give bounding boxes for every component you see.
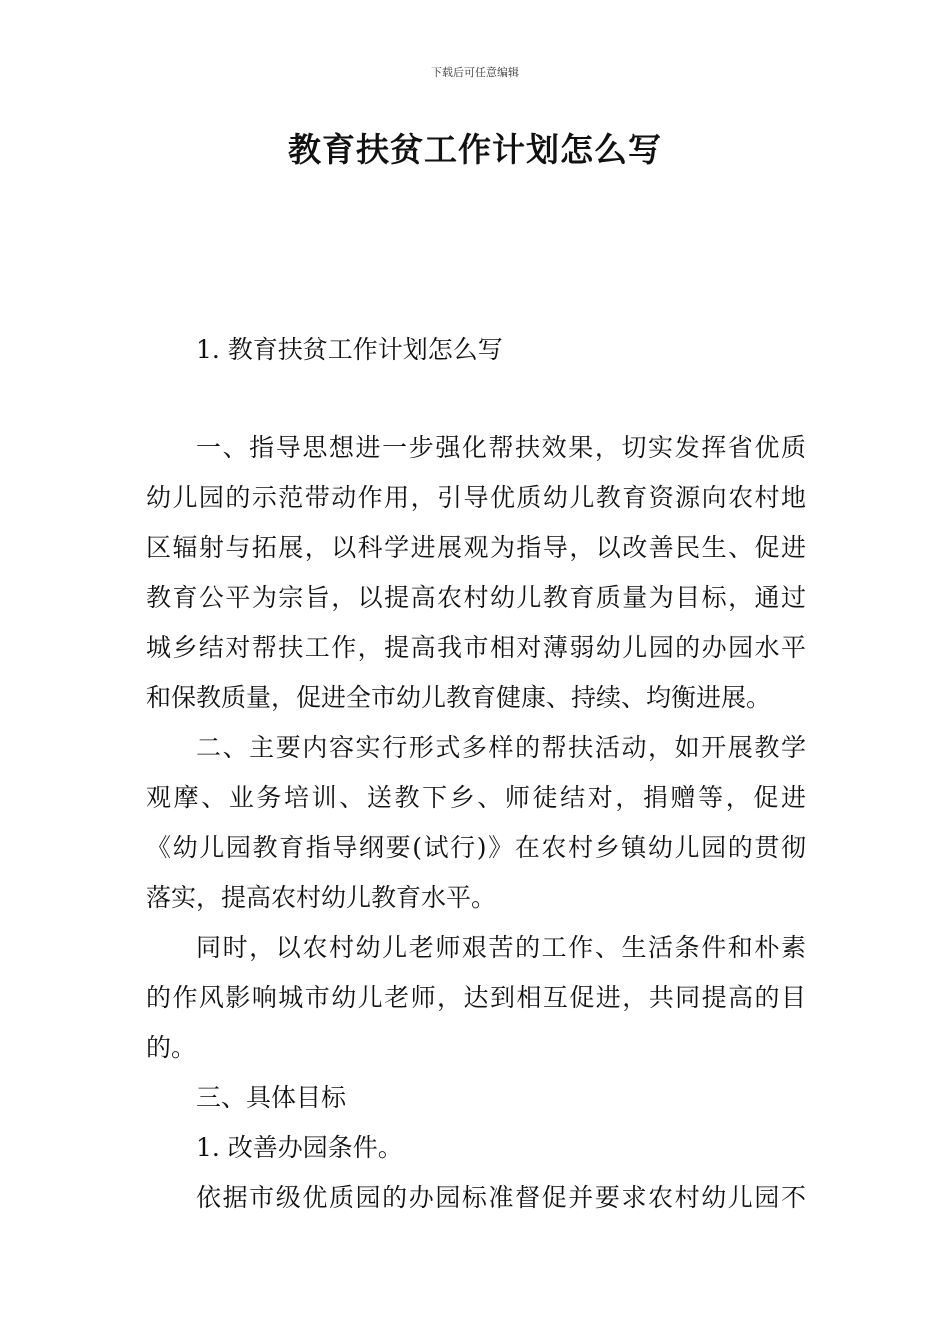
body-line: 《幼儿园教育指导纲要(试行)》在农村乡镇幼儿园的贯彻 [146,833,806,862]
body-line: 1. 教育扶贫工作计划怎么写 [196,335,503,364]
body-line: 依据市级优质园的办园标准督促并要求农村幼儿园不 [196,1183,806,1212]
body-line: 落实，提高农村幼儿教育水平。 [146,883,497,912]
body-line: 三、具体目标 [196,1083,347,1112]
body-line: 1. 改善办园条件。 [196,1133,403,1162]
body-line: 同时，以农村幼儿老师艰苦的工作、生活条件和朴素 [196,933,806,962]
body-line: 区辐射与拓展，以科学进展观为指导，以改善民生、促进 [146,533,806,562]
body-line: 城乡结对帮扶工作，提高我市相对薄弱幼儿园的办园水平 [146,633,806,662]
body-line: 幼儿园的示范带动作用，引导优质幼儿教育资源向农村地 [146,483,806,512]
document-title: 教育扶贫工作计划怎么写 [288,130,662,169]
body-line: 教育公平为宗旨，以提高农村幼儿教育质量为目标，通过 [146,583,806,612]
body-line: 二、主要内容实行形式多样的帮扶活动，如开展教学 [196,733,806,762]
body-line: 的作风影响城市幼儿老师，达到相互促进，共同提高的目 [146,983,806,1012]
header-note: 下载后可任意编辑 [431,66,519,79]
body-line: 一、指导思想进一步强化帮扶效果，切实发挥省优质 [196,433,806,462]
body-line: 的。 [146,1033,197,1062]
body-line: 和保教质量，促进全市幼儿教育健康、持续、均衡进展。 [146,683,772,712]
body-line: 观摩、业务培训、送教下乡、师徒结对，捐赠等，促进 [146,783,806,812]
